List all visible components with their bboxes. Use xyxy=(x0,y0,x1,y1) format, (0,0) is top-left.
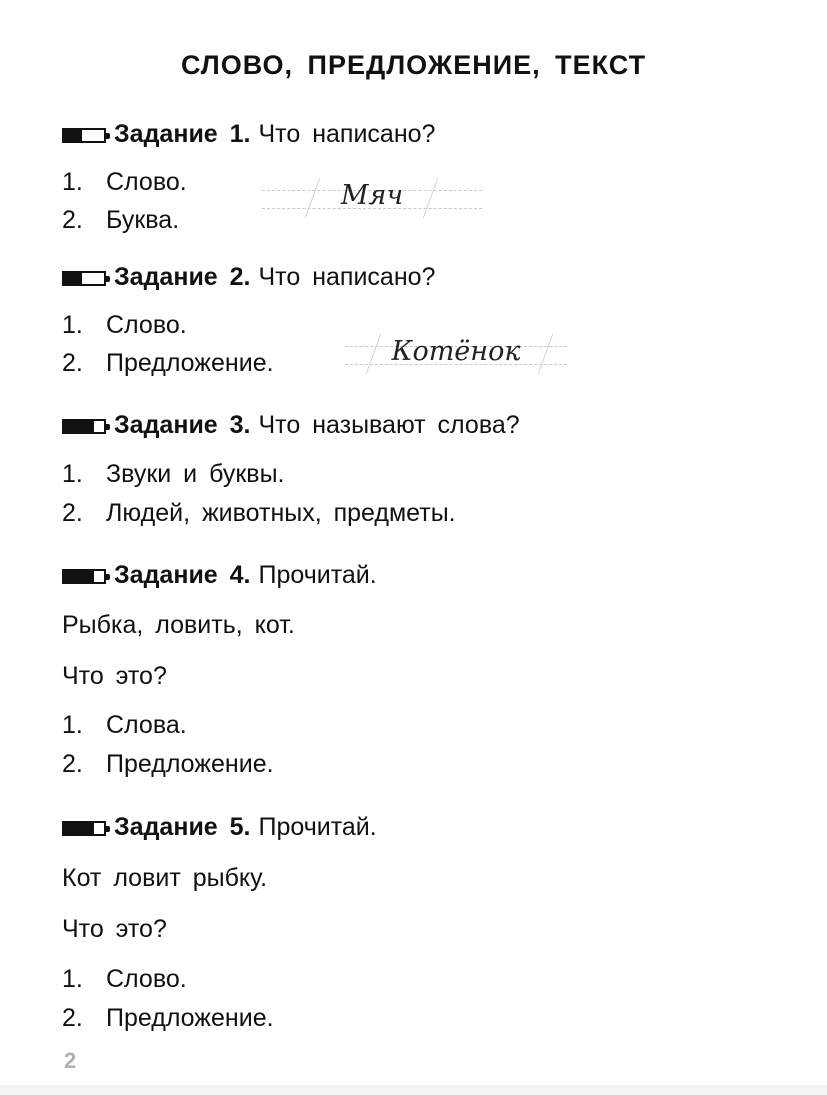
task-1-label: Задание 1. xyxy=(114,120,251,148)
task-2-label: Задание 2. xyxy=(114,263,251,291)
battery-fill xyxy=(64,273,82,284)
page-bottom-edge xyxy=(0,1085,827,1095)
battery-icon xyxy=(62,128,106,143)
task-5-text: Кот ловит рыбку. xyxy=(62,864,268,892)
handwriting-sample-2 xyxy=(345,334,567,374)
option-text: Звуки и буквы. xyxy=(106,460,285,488)
task-1-header xyxy=(62,118,435,150)
task-2-header xyxy=(62,261,435,293)
option-number: 1. xyxy=(62,965,83,993)
task-3-option-1 xyxy=(62,458,285,490)
task-3-header xyxy=(62,409,520,441)
option-number: 2. xyxy=(62,750,83,778)
option-text: Слова. xyxy=(106,711,187,739)
task-4-question: Прочитай. xyxy=(258,561,377,589)
option-number: 2. xyxy=(62,1004,83,1032)
handwriting-sample-1 xyxy=(262,178,482,218)
battery-icon xyxy=(62,821,106,836)
task-2-option-2 xyxy=(62,347,274,379)
task-2-question: Что написано? xyxy=(258,263,436,291)
task-3-question: Что называют слова? xyxy=(258,411,520,439)
battery-icon xyxy=(62,271,106,286)
battery-icon xyxy=(62,419,106,434)
task-2-option-1 xyxy=(62,309,187,341)
option-text: Слово. xyxy=(106,965,187,993)
battery-fill xyxy=(64,421,94,432)
script-word: Котёнок xyxy=(391,336,521,367)
task-5-option-2 xyxy=(62,1002,274,1034)
task-5-label: Задание 5. xyxy=(114,813,251,841)
option-text: Буква. xyxy=(106,206,180,234)
page-number: 2 xyxy=(64,1048,77,1073)
page-title: СЛОВО, ПРЕДЛОЖЕНИЕ, ТЕКСТ xyxy=(180,50,647,80)
task-5-header xyxy=(62,811,377,843)
option-number: 2. xyxy=(62,206,83,234)
task-1-option-1 xyxy=(62,166,187,198)
option-text: Предложение. xyxy=(106,1004,274,1032)
option-text: Людей, животных, предметы. xyxy=(106,499,456,527)
option-number: 1. xyxy=(62,460,83,488)
task-4-header xyxy=(62,559,377,591)
option-number: 1. xyxy=(62,311,83,339)
task-4-label: Задание 4. xyxy=(114,561,251,589)
task-1-question: Что написано? xyxy=(258,120,436,148)
script-word: Мяч xyxy=(340,180,404,211)
task-5-prompt: Что это? xyxy=(62,915,167,943)
option-text: Предложение. xyxy=(106,750,274,778)
option-text: Предложение. xyxy=(106,349,274,377)
task-4-prompt: Что это? xyxy=(62,662,167,690)
task-4-option-2 xyxy=(62,748,274,780)
option-text: Слово. xyxy=(106,311,187,339)
option-number: 1. xyxy=(62,711,83,739)
option-text: Слово. xyxy=(106,168,187,196)
option-number: 1. xyxy=(62,168,83,196)
task-5-option-1 xyxy=(62,963,187,995)
task-1-option-2 xyxy=(62,204,179,236)
battery-icon xyxy=(62,569,106,584)
task-4-text: Рыбка, ловить, кот. xyxy=(62,611,295,639)
option-number: 2. xyxy=(62,349,83,377)
option-number: 2. xyxy=(62,499,83,527)
battery-fill xyxy=(64,571,94,582)
task-5-question: Прочитай. xyxy=(258,813,377,841)
task-3-label: Задание 3. xyxy=(114,411,251,439)
battery-fill xyxy=(64,823,94,834)
task-3-option-2 xyxy=(62,497,456,529)
task-4-option-1 xyxy=(62,709,187,741)
battery-fill xyxy=(64,130,82,141)
